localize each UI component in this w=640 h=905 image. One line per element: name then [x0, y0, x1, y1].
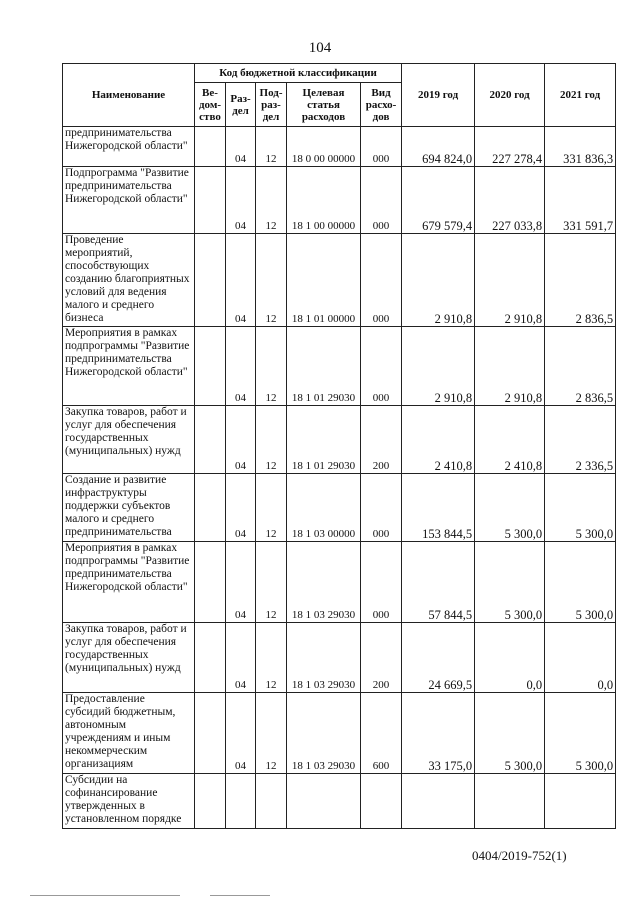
row-name: Закупка товаров, работ и услуг для обеспечения государственных (муниципальных) нужд — [63, 623, 195, 693]
header-2019: 2019 год — [402, 64, 475, 127]
row-2019: 24 669,5 — [402, 623, 475, 693]
row-2021: 5 300,0 — [545, 474, 616, 542]
row-name: Предоставление субсидий бюджетным, автономным учреждениям и иным некоммерческим организациям — [63, 693, 195, 774]
row-vedomstvo — [195, 693, 226, 774]
row-podrazdel: 12 — [256, 474, 287, 542]
row-podrazdel: 12 — [256, 167, 287, 234]
row-target — [287, 774, 361, 829]
page-number: 104 — [308, 40, 332, 56]
row-name: Мероприятия в рамках подпрограммы "Развитие предпринимательства Нижегородской области" — [63, 542, 195, 623]
row-2019: 679 579,4 — [402, 167, 475, 234]
row-razdel: 04 — [226, 406, 256, 474]
row-target: 18 1 03 00000 — [287, 474, 361, 542]
row-target: 18 1 01 29030 — [287, 327, 361, 406]
row-podrazdel: 12 — [256, 623, 287, 693]
header-podrazdel: Под-раз-дел — [256, 83, 287, 127]
row-2021: 2 336,5 — [545, 406, 616, 474]
scan-artifact-line — [210, 895, 270, 896]
table-row — [63, 474, 616, 542]
row-vedomstvo — [195, 167, 226, 234]
row-2021: 331 591,7 — [545, 167, 616, 234]
row-2019: 153 844,5 — [402, 474, 475, 542]
row-target: 18 1 01 29030 — [287, 406, 361, 474]
header-vid: Вид расхо-дов — [361, 83, 402, 127]
row-razdel — [226, 774, 256, 829]
table-row — [63, 693, 616, 774]
row-vedomstvo — [195, 623, 226, 693]
row-2021: 331 836,3 — [545, 127, 616, 167]
row-2020: 0,0 — [475, 623, 545, 693]
table-row — [63, 327, 616, 406]
header-name: Наименование — [63, 64, 195, 127]
row-2019: 57 844,5 — [402, 542, 475, 623]
row-2019: 2 910,8 — [402, 234, 475, 327]
row-2021: 2 836,5 — [545, 327, 616, 406]
row-podrazdel: 12 — [256, 406, 287, 474]
row-vedomstvo — [195, 127, 226, 167]
row-razdel: 04 — [226, 127, 256, 167]
row-2020: 2 910,8 — [475, 327, 545, 406]
row-2019: 2 410,8 — [402, 406, 475, 474]
header-budget-code: Код бюджетной классификации — [195, 64, 402, 83]
row-2021: 0,0 — [545, 623, 616, 693]
row-razdel: 04 — [226, 542, 256, 623]
row-2021 — [545, 774, 616, 829]
row-2019: 2 910,8 — [402, 327, 475, 406]
table-row — [63, 542, 616, 623]
row-2019: 33 175,0 — [402, 693, 475, 774]
row-2020 — [475, 774, 545, 829]
row-vid: 000 — [361, 327, 402, 406]
row-target: 18 1 03 29030 — [287, 693, 361, 774]
row-target: 18 1 01 00000 — [287, 234, 361, 327]
row-2021: 5 300,0 — [545, 693, 616, 774]
table-row — [63, 406, 616, 474]
row-2021: 2 836,5 — [545, 234, 616, 327]
header-2021: 2021 год — [545, 64, 616, 127]
row-vid — [361, 774, 402, 829]
row-razdel: 04 — [226, 474, 256, 542]
row-vedomstvo — [195, 327, 226, 406]
row-vid: 200 — [361, 406, 402, 474]
header-target: Целевая статья расходов — [287, 83, 361, 127]
row-target: 18 0 00 00000 — [287, 127, 361, 167]
budget-table — [62, 63, 616, 829]
row-2020: 5 300,0 — [475, 474, 545, 542]
row-target: 18 1 03 29030 — [287, 623, 361, 693]
row-2019 — [402, 774, 475, 829]
row-2020: 227 033,8 — [475, 167, 545, 234]
row-podrazdel: 12 — [256, 542, 287, 623]
row-vid: 000 — [361, 167, 402, 234]
row-podrazdel: 12 — [256, 127, 287, 167]
row-podrazdel: 12 — [256, 693, 287, 774]
row-vedomstvo — [195, 542, 226, 623]
row-razdel: 04 — [226, 327, 256, 406]
row-vid: 000 — [361, 234, 402, 327]
row-2021: 5 300,0 — [545, 542, 616, 623]
row-2020: 5 300,0 — [475, 693, 545, 774]
row-podrazdel: 12 — [256, 234, 287, 327]
row-vedomstvo — [195, 774, 226, 829]
row-2020: 227 278,4 — [475, 127, 545, 167]
row-target: 18 1 00 00000 — [287, 167, 361, 234]
row-razdel: 04 — [226, 234, 256, 327]
row-vid: 200 — [361, 623, 402, 693]
row-razdel: 04 — [226, 693, 256, 774]
row-vedomstvo — [195, 234, 226, 327]
row-target: 18 1 03 29030 — [287, 542, 361, 623]
table-row — [63, 623, 616, 693]
row-vid: 600 — [361, 693, 402, 774]
row-name: Закупка товаров, работ и услуг для обеспечения государственных (муниципальных) нужд — [63, 406, 195, 474]
row-razdel: 04 — [226, 623, 256, 693]
row-name: Мероприятия в рамках подпрограммы "Развитие предпринимательства Нижегородской области" — [63, 327, 195, 406]
header-vedomstvo: Ве-дом-ство — [195, 83, 226, 127]
row-vedomstvo — [195, 406, 226, 474]
row-2020: 2 910,8 — [475, 234, 545, 327]
row-vid: 000 — [361, 542, 402, 623]
document-code: 0404/2019-752(1) — [472, 848, 567, 863]
row-name: предпринимательства Нижегородской области" — [63, 127, 195, 167]
row-2019: 694 824,0 — [402, 127, 475, 167]
header-2020: 2020 год — [475, 64, 545, 127]
row-podrazdel — [256, 774, 287, 829]
row-name: Проведение мероприятий, способствующих созданию благоприятных условий для ведения малого и среднего бизнеса — [63, 234, 195, 327]
table-row — [63, 234, 616, 327]
row-name: Создание и развитие инфраструктуры поддержки субъектов малого и среднего предпринимательства — [63, 474, 195, 542]
table-row — [63, 774, 616, 829]
scan-artifact-line — [30, 895, 180, 896]
row-2020: 2 410,8 — [475, 406, 545, 474]
header-razdel: Раз-дел — [226, 83, 256, 127]
row-vid: 000 — [361, 127, 402, 167]
row-name: Субсидии на софинансирование утвержденных в установленном порядке — [63, 774, 195, 829]
table-row — [63, 167, 616, 234]
table-row — [63, 127, 616, 167]
row-name: Подпрограмма "Развитие предпринимательства Нижегородской области" — [63, 167, 195, 234]
row-vid: 000 — [361, 474, 402, 542]
row-2020: 5 300,0 — [475, 542, 545, 623]
row-podrazdel: 12 — [256, 327, 287, 406]
row-vedomstvo — [195, 474, 226, 542]
row-razdel: 04 — [226, 167, 256, 234]
